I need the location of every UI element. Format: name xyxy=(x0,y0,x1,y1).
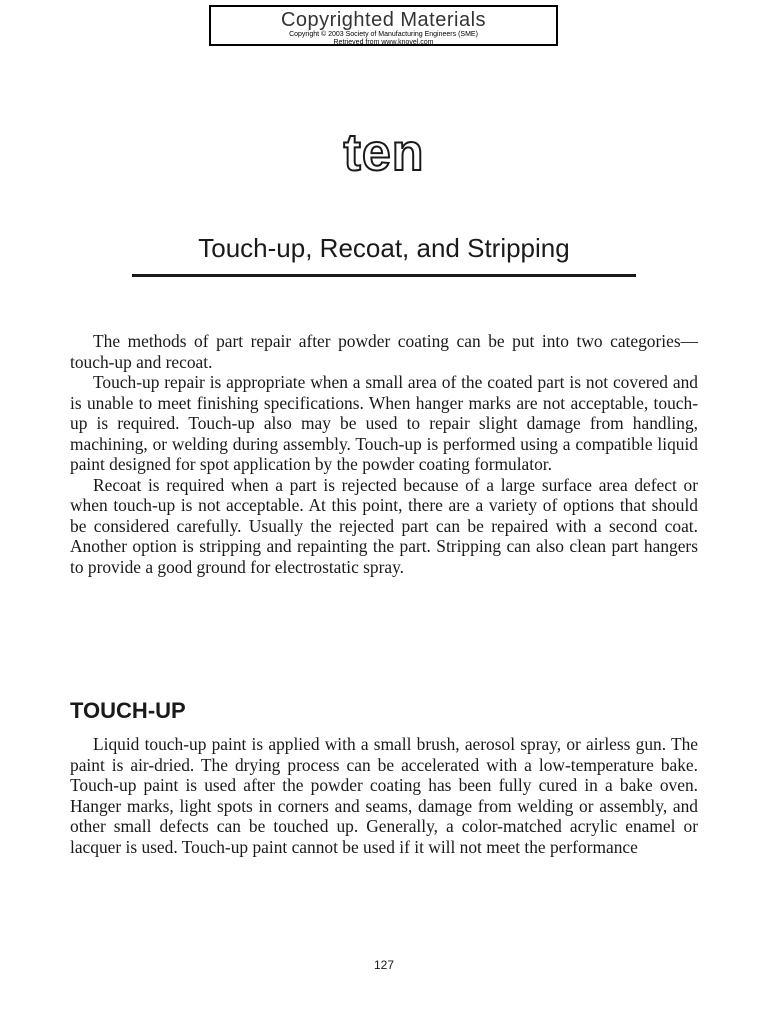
intro-paragraph: The methods of part repair after powder coating can be put into two categories—touch-up and recoat. xyxy=(70,331,698,372)
chapter-number: ten xyxy=(343,124,425,182)
chapter-title: Touch-up, Recoat, and Stripping xyxy=(198,233,570,263)
intro-paragraph: Touch-up repair is appropriate when a small area of the coated part is not covered and is unable to meet finishing specifications. When hanger marks are not acceptable, touch-up is required. Touch-up also may be used to repair slight damage from handling, machining, or welding during assembly. Touch-up is performed using a compatible liquid paint designed for spot application by the powder coating formulator. xyxy=(70,372,698,474)
banner-title: Copyrighted Materials xyxy=(280,9,487,31)
section-heading: TOUCH-UP xyxy=(70,698,186,723)
section-text xyxy=(70,734,698,857)
intro-paragraph: Recoat is required when a part is rejected because of a large surface area defect or when touch-up is not acceptable. At this point, there are a variety of options that should be considered carefully. Usually the rejected part can be repaired with a second coat. Another option is stripping and repainting the part. Stripping can also clean part hangers to provide a good ground for electrostatic spray. xyxy=(70,474,698,577)
page-number: 127 xyxy=(373,958,395,972)
intro-text xyxy=(70,331,698,577)
section-paragraph: Liquid touch-up paint is applied with a small brush, aerosol spray, or airless gun. The paint is air-dried. The drying process can be accelerated with a low-temperature bake. Touch-up paint is used after the powder coating has been fully cured in a bake oven. Hanger marks, light spots in corners and seams, damage from welding or assembly, and other small defects can be touched up. Generally, a color-matched acrylic enamel or lacquer is used. Touch-up paint cannot be used if it will not meet the performance xyxy=(70,734,698,857)
banner-source-line: Retrieved from www.knovel.com xyxy=(333,39,434,46)
title-underline xyxy=(132,274,636,277)
banner-copyright-line: Copyright © 2003 Society of Manufacturing Engineers (SME) xyxy=(289,31,478,38)
copyright-banner xyxy=(209,5,558,46)
